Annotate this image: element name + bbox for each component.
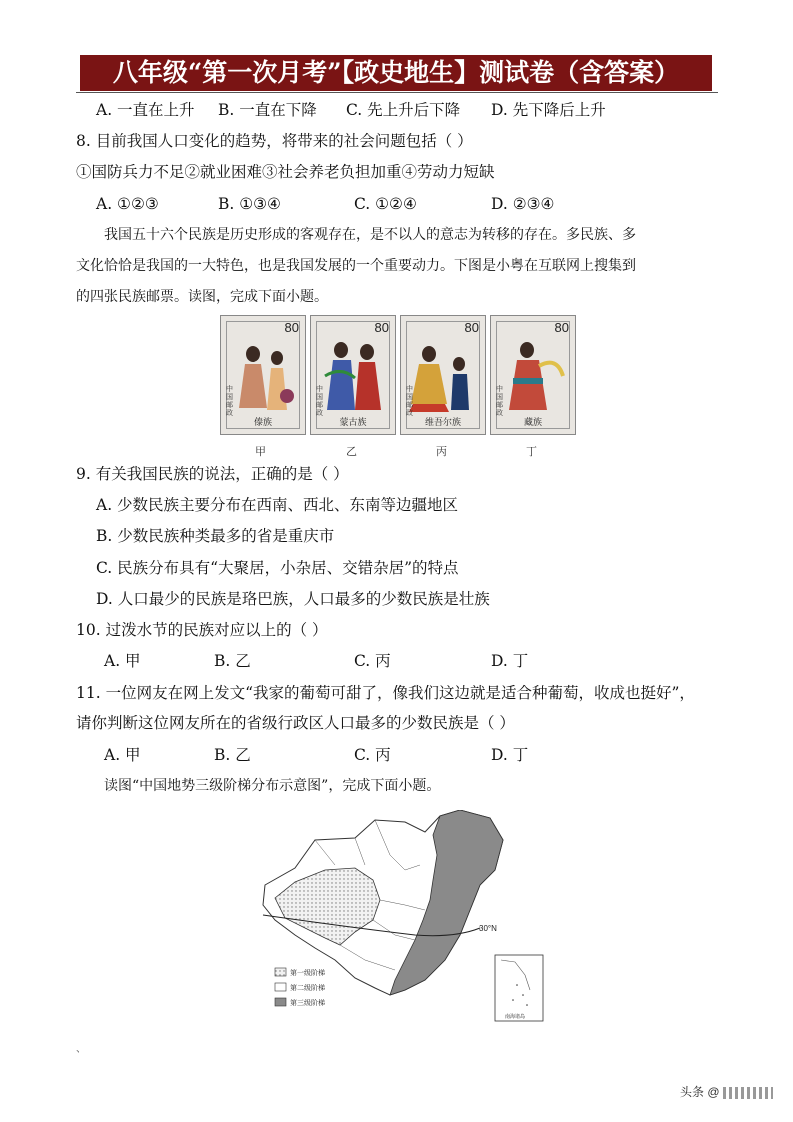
china-map-icon	[255, 810, 555, 1025]
q8-option-b: B. ①③④	[218, 195, 281, 213]
q10-option-a: A. 甲	[104, 652, 141, 670]
passage2: 读图“中国地势三级阶梯分布示意图”，完成下面小题。	[104, 778, 441, 794]
q8-option-d: D. ②③④	[491, 195, 555, 213]
stamp-post: 中国邮政	[406, 386, 413, 417]
stamp-jia	[220, 315, 306, 435]
q11-stem-2: 请你判断这位网友所在的省级行政区人口最多的少数民族是（ ）	[76, 714, 515, 732]
passage1-line3: 的四张民族邮票。读图，完成下面小题。	[76, 289, 328, 305]
stamp-name: 傣族	[253, 417, 272, 427]
q11-option-a: A. 甲	[104, 746, 141, 764]
page-title: 八年级“第一次月考”【政史地生】测试卷（含答案）	[80, 55, 712, 91]
stamp-set	[218, 315, 578, 437]
stamp-value: 80	[284, 320, 299, 335]
terrain-map	[255, 810, 555, 1025]
q11-option-c: C. 丙	[354, 746, 391, 764]
q7-option-c: C. 先上升后下降	[346, 101, 461, 119]
q9-option-d: D. 人口最少的民族是珞巴族，人口最多的少数民族是壮族	[96, 590, 490, 608]
watermark-redaction	[723, 1087, 773, 1099]
q11-option-b: B. 乙	[214, 746, 251, 764]
q7-option-b: B. 一直在下降	[218, 101, 317, 119]
passage1-line2: 文化恰恰是我国的一大特色，也是我国发展的一个重要动力。下图是小粤在互联网上搜集到	[76, 258, 636, 274]
q8-items: ①国防兵力不足②就业困难③社会养老负担加重④劳动力短缺	[76, 163, 495, 181]
stamp-caption-jia: 甲	[255, 445, 266, 458]
stamp-post: 中国邮政	[496, 386, 503, 417]
q8-stem: 8. 目前我国人口变化的趋势，将带来的社会问题包括（ ）	[76, 132, 473, 150]
q11-stem: 11. 一位网友在网上发文“我家的葡萄可甜了，像我们这边就是适合种葡萄，收成也挺好”，	[76, 684, 695, 702]
stamp-post: 中国邮政	[316, 386, 323, 417]
stamp-value: 80	[554, 320, 569, 335]
stamp-yi	[310, 315, 396, 435]
q7-option-d: D. 先下降后上升	[491, 101, 606, 119]
title-rule	[76, 92, 718, 93]
stamp-caption-yi: 乙	[346, 445, 357, 458]
q8-option-a: A. ①②③	[96, 195, 159, 213]
q10-stem: 10. 过泼水节的民族对应以上的（ ）	[76, 621, 328, 639]
stamp-post: 中国邮政	[226, 386, 233, 417]
stamp-ding	[490, 315, 576, 435]
q9-option-b: B. 少数民族种类最多的省是重庆市	[96, 527, 335, 545]
q10-option-c: C. 丙	[354, 652, 391, 670]
legend-tier-1: 第一级阶梯	[290, 970, 325, 977]
watermark	[680, 1083, 780, 1103]
stamp-caption-bing: 丙	[436, 445, 447, 458]
q8-option-c: C. ①②④	[354, 195, 417, 213]
q10-option-b: B. 乙	[214, 652, 251, 670]
legend-tier-3: 第三级阶梯	[290, 1000, 325, 1007]
stamp-name: 维吾尔族	[424, 417, 461, 427]
q11-option-d: D. 丁	[491, 746, 529, 764]
stamp-name: 蒙古族	[339, 417, 367, 427]
page-mark: 、	[76, 1044, 86, 1055]
legend-tier-2: 第二级阶梯	[290, 985, 325, 992]
passage1-line1: 我国五十六个民族是历史形成的客观存在，是不以人的意志为转移的存在。多民族、多	[104, 227, 636, 243]
q9-option-c: C. 民族分布具有“大聚居，小杂居、交错杂居”的特点	[96, 559, 459, 577]
watermark-text: 头条 @	[680, 1085, 720, 1099]
inset-label: 南海诸岛	[505, 1014, 526, 1020]
stamp-value: 80	[464, 320, 479, 335]
q9-stem: 9. 有关我国民族的说法，正确的是（ ）	[76, 465, 349, 483]
q9-option-a: A. 少数民族主要分布在西南、西北、东南等边疆地区	[96, 496, 459, 514]
q7-option-a: A. 一直在上升	[96, 101, 195, 119]
stamp-bing	[400, 315, 486, 435]
stamp-caption-ding: 丁	[526, 445, 537, 458]
stamp-value: 80	[374, 320, 389, 335]
latitude-label: 30°N	[479, 924, 497, 933]
stamp-name: 藏族	[523, 417, 542, 427]
q10-option-d: D. 丁	[491, 652, 529, 670]
